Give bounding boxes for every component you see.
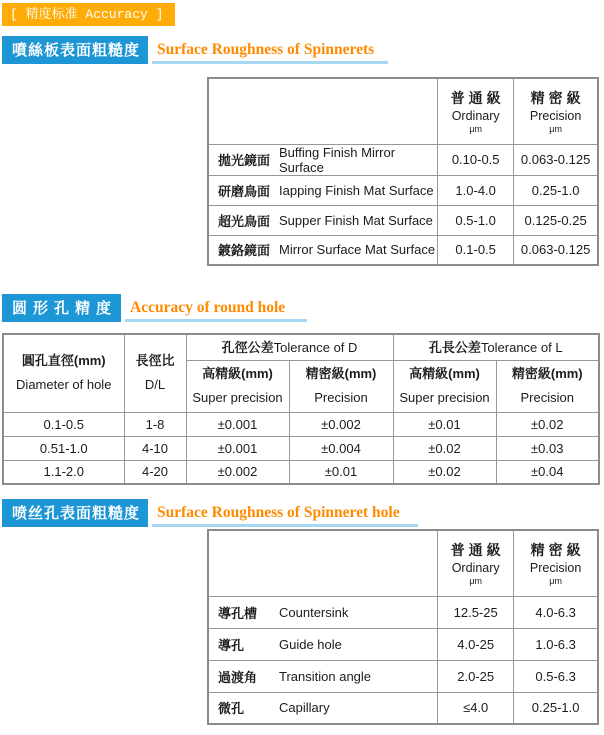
ordinary-header-unit: μm	[469, 576, 483, 587]
l-super-precision-header	[393, 360, 496, 412]
table-row	[208, 144, 598, 175]
precision-header-en: Precision	[529, 109, 582, 124]
precision-column-header	[514, 530, 598, 596]
diameter-cell: 0.1-0.5	[3, 412, 124, 436]
section1-en-title: Surface Roughness of Spinnerets	[152, 41, 388, 64]
ratio-cell: 1-8	[124, 412, 186, 436]
hole-feature-zh: 過渡角	[218, 669, 258, 685]
section1-zh-title: 噴絲板表面粗糙度	[2, 36, 148, 64]
precision-header-unit: μm	[549, 124, 562, 135]
ordinary-header-unit: μm	[469, 124, 483, 135]
diameter-header-en: Diameter of hole	[16, 377, 112, 393]
ordinary-header-en: Ordinary	[451, 561, 500, 576]
table-row	[3, 436, 599, 460]
hole-feature-en: Guide hole	[279, 636, 342, 652]
l-precision-value-cell: ±0.03	[496, 436, 599, 460]
section2-header	[2, 294, 604, 322]
precision-value-cell: 0.125-0.25	[514, 205, 598, 235]
hole-feature-cell	[208, 660, 438, 692]
tolerance-d-zh: 孔徑公差	[221, 340, 274, 356]
precision-value-cell: 0.063-0.125	[514, 235, 598, 265]
d-precision-value-cell: ±0.01	[289, 460, 393, 484]
tolerance-d-en: Tolerance of D	[273, 340, 358, 356]
surface-type-zh: 超光鳥面	[218, 213, 271, 229]
tolerance-l-zh: 孔長公差	[428, 340, 481, 356]
tolerance-d-group-header	[186, 334, 393, 360]
surface-type-cell	[208, 175, 438, 205]
precision-value-cell: 0.063-0.125	[514, 144, 598, 175]
surface-type-en: Mirror Surface Mat Surface	[279, 242, 436, 258]
d-super-value-cell: ±0.001	[186, 412, 289, 436]
surface-type-en: Iapping Finish Mat Surface	[279, 182, 434, 198]
d-super-precision-header	[186, 360, 289, 412]
d-precision-en: Precision	[314, 390, 368, 405]
precision-header-zh: 精密級	[530, 542, 585, 559]
ordinary-value-cell: 4.0-25	[438, 628, 514, 660]
table-row	[208, 628, 598, 660]
precision-value-cell: 0.5-6.3	[514, 660, 598, 692]
corner-cell-empty	[208, 78, 438, 144]
surface-type-zh: 鍍鉻鏡面	[218, 243, 271, 259]
table-header-row	[208, 530, 598, 596]
diameter-cell: 0.51-1.0	[3, 436, 124, 460]
d-precision-zh: 精密級(mm)	[305, 366, 377, 381]
hole-feature-en: Countersink	[279, 604, 349, 620]
page	[0, 3, 604, 725]
ordinary-value-cell: 0.1-0.5	[438, 235, 514, 265]
hole-feature-zh: 導孔槽	[218, 605, 258, 621]
d-super-value-cell: ±0.002	[186, 460, 289, 484]
hole-feature-zh: 導孔	[218, 637, 245, 653]
section1-header	[2, 36, 604, 64]
page-title-banner: [ 精度标准 Accuracy ]	[2, 3, 175, 26]
precision-value-cell: 4.0-6.3	[514, 596, 598, 628]
ratio-header-en: D/L	[144, 377, 166, 393]
ordinary-header-zh: 普通級	[450, 90, 505, 107]
table-row	[208, 692, 598, 724]
surface-type-zh: 研磨鳥面	[218, 183, 271, 199]
ratio-header-zh: 長徑比	[135, 353, 175, 369]
precision-value-cell: 1.0-6.3	[514, 628, 598, 660]
table-row	[3, 412, 599, 436]
table-header-row	[208, 78, 598, 144]
precision-column-header	[514, 78, 598, 144]
banner-row	[2, 3, 604, 26]
ordinary-header-zh: 普通級	[450, 542, 505, 559]
l-super-value-cell: ±0.02	[393, 436, 496, 460]
l-precision-zh: 精密級(mm)	[511, 366, 583, 381]
surface-type-en: Buffing Finish Mirror Surface	[279, 144, 396, 175]
round-hole-accuracy-table	[2, 333, 600, 485]
section3-en-title: Surface Roughness of Spinneret hole	[152, 504, 418, 527]
surface-type-cell	[208, 144, 438, 175]
tolerance-l-en: Tolerance of L	[480, 340, 563, 356]
d-precision-value-cell: ±0.002	[289, 412, 393, 436]
table-row	[208, 205, 598, 235]
ordinary-column-header	[438, 530, 514, 596]
surface-type-zh: 拋光鏡面	[218, 153, 271, 168]
l-precision-value-cell: ±0.02	[496, 412, 599, 436]
ordinary-value-cell: 0.5-1.0	[438, 205, 514, 235]
d-super-en: Super precision	[192, 390, 283, 405]
ordinary-value-cell: 2.0-25	[438, 660, 514, 692]
ratio-cell: 4-10	[124, 436, 186, 460]
d-super-value-cell: ±0.001	[186, 436, 289, 460]
spinneret-surface-roughness-table	[207, 77, 599, 266]
tolerance-l-group-header	[393, 334, 599, 360]
precision-header-zh: 精密級	[530, 90, 585, 107]
section3-header	[2, 499, 604, 527]
l-precision-header	[496, 360, 599, 412]
precision-value-cell: 0.25-1.0	[514, 692, 598, 724]
ratio-cell: 4-20	[124, 460, 186, 484]
l-precision-value-cell: ±0.04	[496, 460, 599, 484]
table-row	[208, 660, 598, 692]
precision-header-unit: μm	[549, 576, 562, 587]
hole-feature-en: Transition angle	[279, 668, 372, 684]
ordinary-header-en: Ordinary	[451, 109, 500, 124]
spinneret-hole-roughness-table	[207, 529, 599, 725]
ordinary-column-header	[438, 78, 514, 144]
precision-header-en: Precision	[529, 561, 582, 576]
hole-feature-zh: 微孔	[218, 701, 245, 717]
hole-feature-cell	[208, 692, 438, 724]
surface-type-cell	[208, 205, 438, 235]
l-super-en: Super precision	[399, 390, 490, 405]
table-row	[3, 460, 599, 484]
table-row	[208, 235, 598, 265]
table-row	[208, 596, 598, 628]
l-super-zh: 高精級(mm)	[409, 366, 480, 381]
l-super-value-cell: ±0.01	[393, 412, 496, 436]
section3-zh-title: 喷丝孔表面粗糙度	[2, 499, 148, 527]
l-precision-en: Precision	[520, 390, 574, 405]
l-super-value-cell: ±0.02	[393, 460, 496, 484]
d-precision-header	[289, 360, 393, 412]
ordinary-value-cell: 12.5-25	[438, 596, 514, 628]
ordinary-value-cell: 1.0-4.0	[438, 175, 514, 205]
hole-feature-cell	[208, 628, 438, 660]
ratio-column-header	[124, 334, 186, 412]
hole-feature-en: Capillary	[279, 700, 330, 716]
hole-feature-cell	[208, 596, 438, 628]
d-precision-value-cell: ±0.004	[289, 436, 393, 460]
ordinary-value-cell: ≤4.0	[438, 692, 514, 724]
d-super-zh: 高精級(mm)	[202, 366, 273, 381]
corner-cell-empty	[208, 530, 438, 596]
group-header-row	[3, 334, 599, 360]
table-row	[208, 175, 598, 205]
diameter-header-zh: 圓孔直徑(mm)	[21, 353, 106, 369]
surface-type-en: Supper Finish Mat Surface	[279, 212, 433, 228]
diameter-column-header	[3, 334, 124, 412]
ordinary-value-cell: 0.10-0.5	[438, 144, 514, 175]
section2-zh-title: 圆形孔精度	[2, 294, 121, 322]
section2-en-title: Accuracy of round hole	[125, 299, 307, 322]
precision-value-cell: 0.25-1.0	[514, 175, 598, 205]
diameter-cell: 1.1-2.0	[3, 460, 124, 484]
surface-type-cell	[208, 235, 438, 265]
